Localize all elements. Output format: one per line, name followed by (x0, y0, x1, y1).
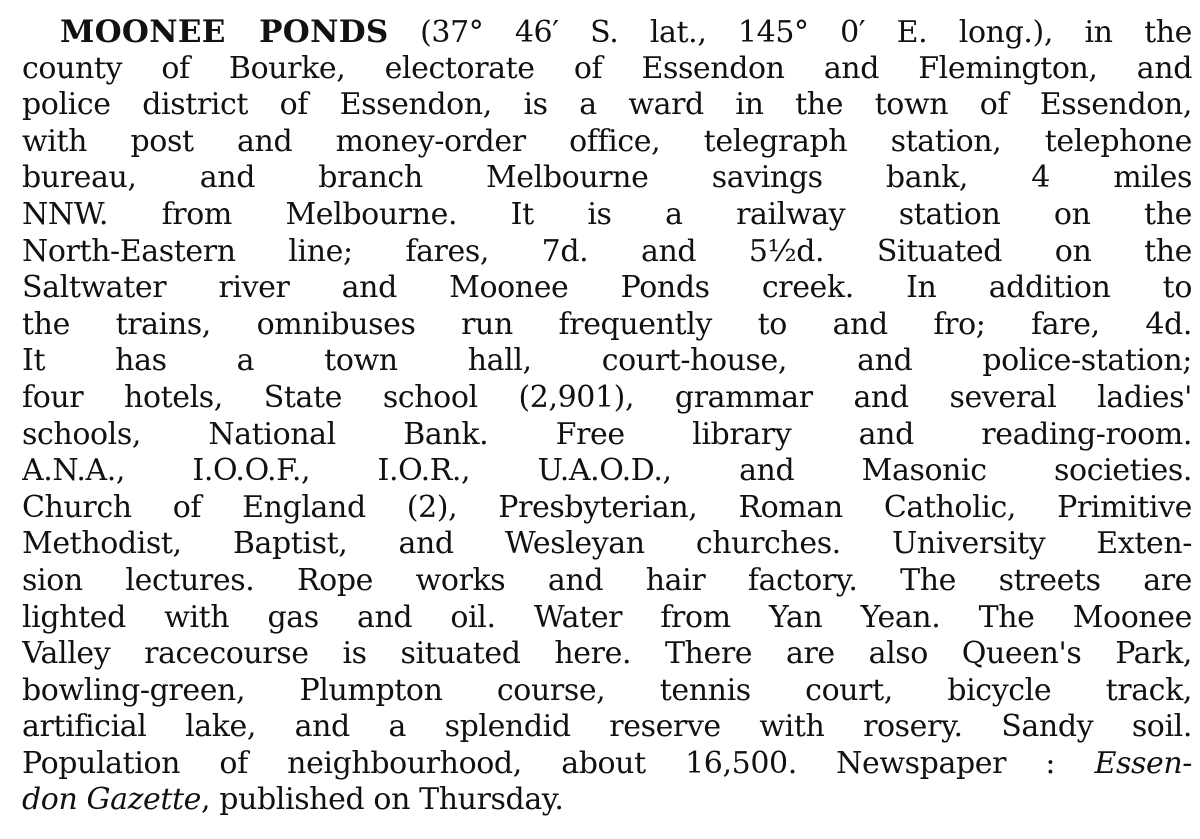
entry-coordinates: (37° 46′ S. lat., 145° 0′ E. long.), in the (388, 15, 1192, 50)
newspaper-name-part2: don Gazette (22, 782, 201, 818)
text-line: bureau, and branch Melbourne savings bank, 4 miles (22, 160, 1192, 196)
text-line: lighted with gas and oil. Water from Yan Yean. The Moonee (22, 599, 1192, 635)
text-line: Methodist, Baptist, and Wesleyan churches. University Exten- (22, 526, 1192, 562)
text-line: A.N.A., I.O.O.F., I.O.R., U.A.O.D., and Masonic societies. (22, 453, 1192, 489)
text-line: county of Bourke, electorate of Essendon and Flemington, and (22, 50, 1192, 86)
text-line: NNW. from Melbourne. It is a railway station on the (22, 196, 1192, 232)
newspaper-name-part1: Essen- (1094, 745, 1192, 781)
text-line: bowling-green, Plumpton course, tennis court, bicycle track, (22, 672, 1192, 708)
population-newspaper-text: Population of neighbourhood, about 16,500. Newspaper : (22, 745, 1095, 781)
text-line: schools, National Bank. Free library and reading-room. (22, 416, 1192, 452)
text-line (22, 782, 1192, 819)
text-line (22, 14, 1192, 51)
text-line: Saltwater river and Moonee Ponds creek. In addition to (22, 270, 1192, 306)
gazetteer-entry (22, 14, 1192, 819)
text-line: the trains, omnibuses run frequently to and fro; fare, 4d. (22, 306, 1192, 342)
text-line: police district of Essendon, is a ward in the town of Essendon, (22, 87, 1192, 123)
text-line: four hotels, State school (2,901), grammar and several ladies' (22, 379, 1192, 415)
text-line (22, 746, 1192, 783)
text-line: artificial lake, and a splendid reserve with rosery. Sandy soil. (22, 709, 1192, 745)
text-line: Valley racecourse is situated here. There are also Queen's Park, (22, 636, 1192, 672)
text-line: with post and money-order office, telegraph station, telephone (22, 123, 1192, 159)
text-line: It has a town hall, court-house, and police-station; (22, 343, 1192, 379)
text-line: North-Eastern line; fares, 7d. and 5½d. Situated on the (22, 233, 1192, 269)
text-line: sion lectures. Rope works and hair factory. The streets are (22, 562, 1192, 598)
text-line: Church of England (2), Presbyterian, Roman Catholic, Primitive (22, 489, 1192, 525)
entry-heading: MOONEE PONDS (60, 14, 389, 50)
closing-text: , published on Thursday. (201, 782, 564, 818)
